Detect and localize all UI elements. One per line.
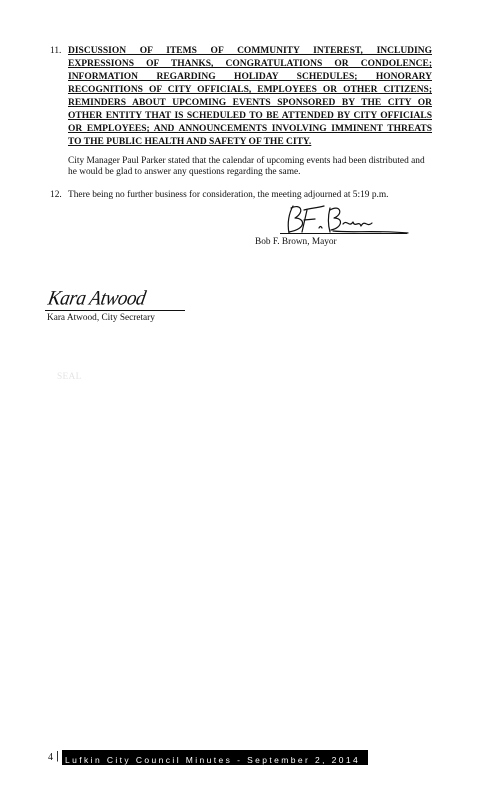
footer-title-bar (62, 750, 368, 765)
page-number: 4 (48, 752, 53, 763)
mayor-name-label: Bob F. Brown, Mayor (255, 237, 337, 247)
heading-line: OTHER ENTITY THAT IS SCHEDULED TO BE ATTENDED BY CITY OFFICIALS (68, 111, 432, 121)
footer-title: Lufkin City Council Minutes - September 2, 2014 (65, 755, 361, 765)
secretary-signature-line (45, 310, 185, 311)
item-heading (68, 45, 432, 149)
mayor-signature (280, 202, 410, 236)
heading-line: OR EMPLOYEES; AND ANNOUNCEMENTS INVOLVING IMMINENT THREATS (68, 124, 432, 134)
mayor-signature-line (280, 233, 407, 234)
footer-separator: | (56, 750, 59, 762)
item-body: City Manager Paul Parker stated that the calendar of upcoming events had been distributed and he would be glad to answer any questions regarding the same. (68, 156, 425, 177)
secretary-signature: Kara Atwood (46, 287, 148, 310)
heading-line: EXPRESSIONS OF THANKS, CONGRATULATIONS OR CONDOLENCE; (68, 59, 432, 69)
heading-line: INFORMATION REGARDING HOLIDAY SCHEDULES; HONORARY (68, 72, 432, 82)
heading-line: RECOGNITIONS OF CITY OFFICIALS, EMPLOYEES OR OTHER CITIZENS; (68, 85, 432, 95)
seal-mark: SEAL (57, 372, 82, 382)
heading-line: DISCUSSION OF ITEMS OF COMMUNITY INTEREST, INCLUDING (68, 46, 432, 56)
secretary-name-label: Kara Atwood, City Secretary (47, 313, 155, 323)
item-text: There being no further business for consideration, the meeting adjourned at 5:19 p.m. (68, 190, 389, 200)
heading-line: REMINDERS ABOUT UPCOMING EVENTS SPONSORED BY THE CITY OR (68, 98, 432, 108)
item-number: 11. (50, 46, 62, 56)
heading-line: TO THE PUBLIC HEALTH AND SAFETY OF THE CITY. (68, 137, 312, 147)
item-number: 12. (50, 190, 62, 200)
